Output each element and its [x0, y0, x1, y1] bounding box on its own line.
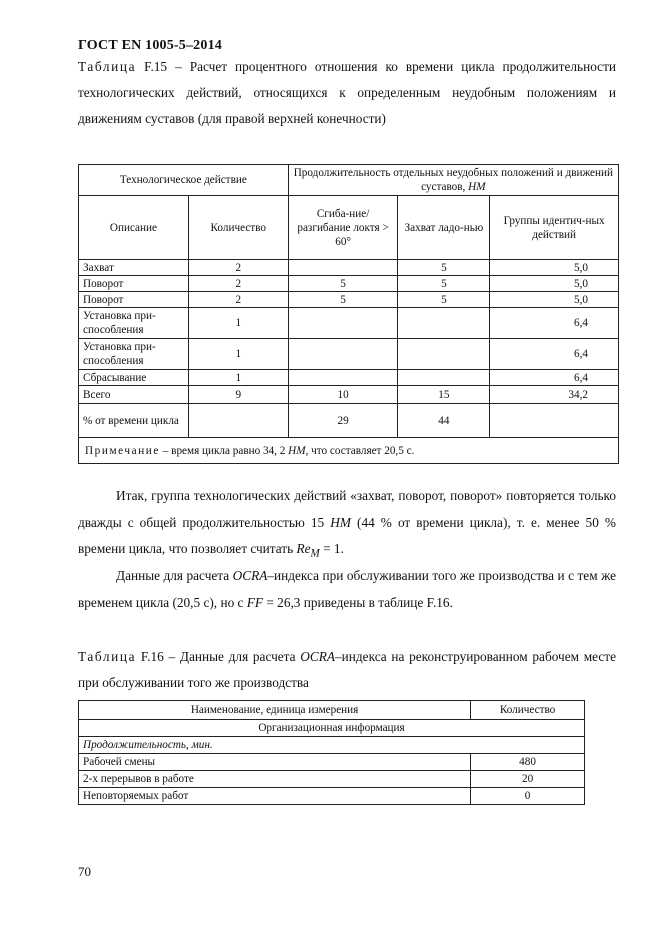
cell-grip: 15 [398, 386, 490, 404]
table15-header-row-1 [79, 165, 619, 196]
paragraph2-text-a: Данные для расчета [116, 568, 233, 583]
cell-name: Неповторяемых работ [79, 788, 471, 805]
cell-name: 2-х перерывов в работе [79, 771, 471, 788]
table15-caption-label: Таблица [78, 59, 137, 74]
cell-grip [398, 339, 490, 370]
note-unit: НМ [288, 444, 306, 457]
paragraph1-formula: $Re_M$ [296, 541, 320, 560]
cell-desc: Поворот [79, 292, 189, 308]
note-text-a: – время цикла равно 34, 2 [159, 444, 289, 457]
table-row [79, 276, 619, 292]
table-f16 [78, 700, 585, 805]
cell-qty [188, 404, 288, 438]
table16-caption-label: Таблица [78, 649, 137, 664]
table-row [79, 370, 619, 386]
cell-qty: 2 [188, 276, 288, 292]
cell-groups: 5,0 [490, 260, 619, 276]
cell-qty: 1 [188, 308, 288, 339]
cell-qty: 1 [188, 339, 288, 370]
col-qty: Количество [471, 701, 585, 720]
col-name: Наименование, единица измерения [79, 701, 471, 720]
table16-caption-number: F.16 [140, 649, 164, 664]
table-row-percent [79, 404, 619, 438]
cell-elbow: 5 [288, 292, 398, 308]
cell-elbow [288, 260, 398, 276]
table-row [79, 754, 585, 771]
cell-groups: 6,4 [490, 370, 619, 386]
table15-caption-text: – Расчет процентного отношения ко времени цикла продолжительности технологических действий, относящихся к определенным неудобным положениям и движениям суставов (для правой верхней конечности) [78, 59, 617, 126]
cell-qty: 9 [188, 386, 288, 404]
header-action: Технологическое действие [79, 165, 289, 196]
cell-grip: 5 [398, 292, 490, 308]
header-duration-unit: НМ [468, 181, 486, 193]
col-elbow: Сгиба-ние/разгибание локтя > 60° [288, 196, 398, 260]
table15-caption-number: F.15 [144, 59, 168, 74]
cell-grip [398, 370, 490, 386]
cell-elbow [288, 308, 398, 339]
cell-elbow: 5 [288, 276, 398, 292]
table16-caption [78, 644, 616, 696]
cell-elbow [288, 370, 398, 386]
paragraph-2 [78, 563, 616, 616]
table16-section-row [79, 720, 585, 737]
subsection-duration [79, 737, 585, 754]
document-code: ГОСТ EN 1005-5–2014 [78, 38, 222, 53]
cell-qty: 0 [471, 788, 585, 805]
col-description: Описание [79, 196, 189, 260]
cell-desc: Установка при-способления [79, 308, 189, 339]
table16-header-row [79, 701, 585, 720]
cell-elbow [288, 339, 398, 370]
cell-desc: Сбрасывание [79, 370, 189, 386]
cell-desc: Захват [79, 260, 189, 276]
cell-groups [490, 404, 619, 438]
paragraph2-ff: FF [246, 594, 264, 610]
subsection-duration-text: Продолжительность, мин. [83, 739, 213, 751]
cell-qty: 20 [471, 771, 585, 788]
paragraph1-unit: НМ [330, 514, 351, 530]
col-groups: Группы идентич-ных действий [490, 196, 619, 260]
cell-groups: 5,0 [490, 292, 619, 308]
cell-groups: 34,2 [490, 386, 619, 404]
table-row-total [79, 386, 619, 404]
table-row [79, 771, 585, 788]
cell-name: Рабочей смены [79, 754, 471, 771]
cell-groups: 6,4 [490, 339, 619, 370]
table16-caption-text-b: –индекса на реконструированном рабочем месте при обслуживании того же производства [78, 649, 617, 690]
table15-caption [78, 54, 616, 132]
cell-desc: % от времени цикла [79, 404, 189, 438]
table15-note [79, 438, 619, 464]
note-text-b: , что составляет 20,5 с. [305, 444, 415, 457]
paragraph-1 [78, 483, 616, 567]
table-row [79, 788, 585, 805]
cell-desc: Всего [79, 386, 189, 404]
paragraph2-text-b: –индекса при обслуживании того же производства и с тем же временем цикла (20,5 с), но с [78, 568, 616, 610]
table-row [79, 308, 619, 339]
page-number: 70 [78, 864, 91, 879]
cell-groups: 6,4 [490, 308, 619, 339]
paragraph1-text-b: (44 % от времени цикла), т. е. менее 50 % времени цикла, что позволяет считать [78, 514, 616, 556]
col-grip: Захват ладо-нью [398, 196, 490, 260]
cell-grip [398, 308, 490, 339]
paragraph2-text-c: = 26,3 приведены в таблице F.16. [263, 594, 453, 610]
paragraph2-ocra: OCRA [232, 568, 268, 583]
table16-subsection-row [79, 737, 585, 754]
table15-header-row-2 [79, 196, 619, 260]
cell-qty: 2 [188, 292, 288, 308]
cell-elbow: 29 [288, 404, 398, 438]
col-quantity: Количество [188, 196, 288, 260]
table-row [79, 292, 619, 308]
table16-caption-text-a: – Данные для расчета [168, 649, 301, 664]
table15-note-row [79, 438, 619, 464]
paragraph1-text-c: = 1. [319, 541, 344, 556]
table-row [79, 260, 619, 276]
cell-qty: 480 [471, 754, 585, 771]
paragraph1-text-a: Итак, группа технологических действий «захват, поворот, поворот» повторяется только дважды с общей продолжительностью 15 [78, 488, 616, 530]
section-organizational: Организационная информация [79, 720, 585, 737]
table-f15 [78, 164, 619, 464]
cell-desc: Установка при-способления [79, 339, 189, 370]
cell-groups: 5,0 [490, 276, 619, 292]
header-duration-text: Продолжительность отдельных неудобных положений и движений суставов, [293, 167, 613, 193]
header-duration [288, 165, 618, 196]
cell-grip: 5 [398, 260, 490, 276]
cell-qty: 1 [188, 370, 288, 386]
note-label: Примечание [85, 444, 160, 457]
formula-subscript: M [310, 547, 320, 560]
cell-grip: 5 [398, 276, 490, 292]
cell-grip: 44 [398, 404, 490, 438]
cell-elbow: 10 [288, 386, 398, 404]
cell-desc: Поворот [79, 276, 189, 292]
table-row [79, 339, 619, 370]
cell-qty: 2 [188, 260, 288, 276]
table16-caption-ocra: OCRA [300, 649, 336, 664]
